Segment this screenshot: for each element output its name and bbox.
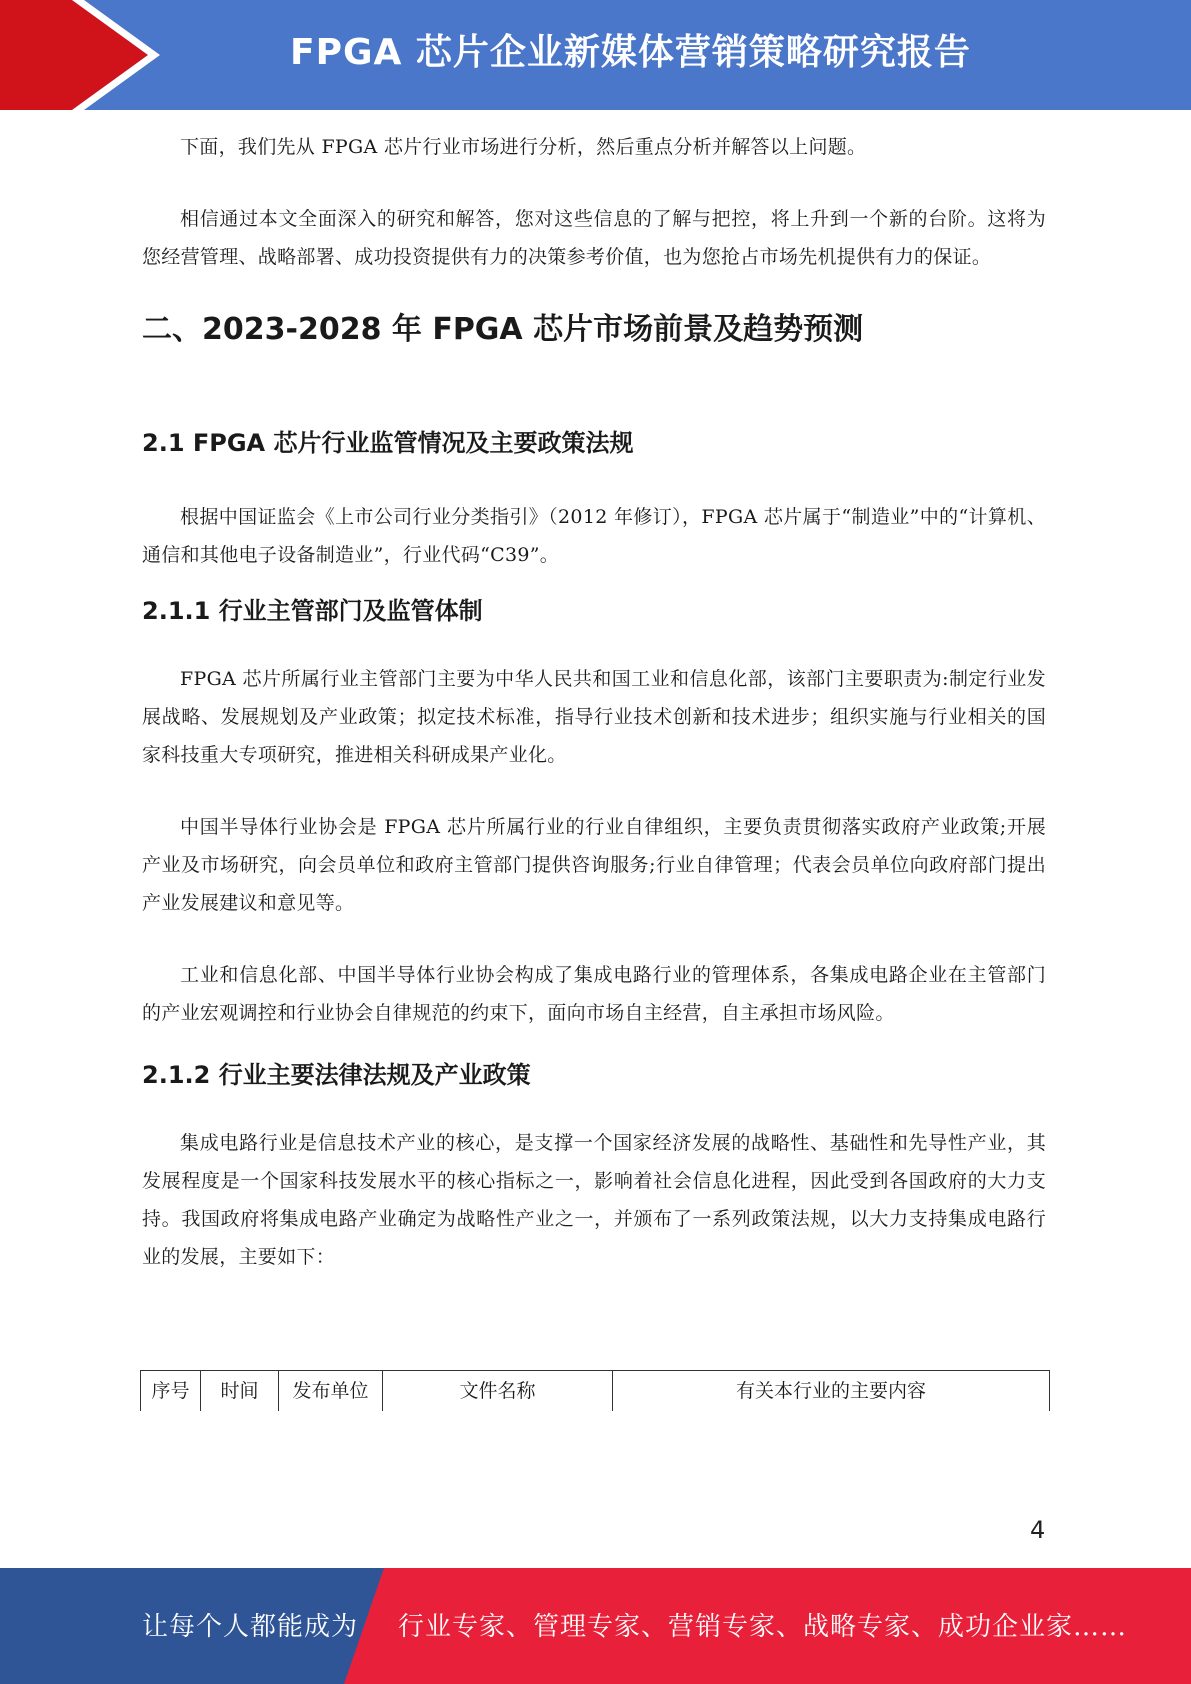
intro-paragraph-1: 下面，我们先从 FPGA 芯片行业市场进行分析，然后重点分析并解答以上问题。 <box>180 136 867 158</box>
report-title: FPGA 芯片企业新媒体营销策略研究报告 <box>290 32 971 73</box>
table-header-cell: 时间 <box>200 1371 278 1411</box>
table-header-cell: 文件名称 <box>382 1371 612 1411</box>
page-footer <box>0 1568 1191 1684</box>
document-body <box>142 128 1046 1310</box>
footer-slogan-right: 行业专家、管理专家、营销专家、战略专家、成功企业家…… <box>398 1612 1128 1642</box>
policy-table-header <box>140 1370 1050 1411</box>
paragraph-2-1-1-c: 工业和信息化部、中国半导体行业协会构成了集成电路行业的管理体系，各集成电路企业在主管部门的产业宏观调控和行业协会自律规范的约束下，面向市场自主经营，自主承担市场风险。 <box>142 964 1046 1024</box>
page-header <box>0 0 1191 110</box>
subsection-heading-2-1-1: 2.1.1 行业主管部门及监管体制 <box>142 597 483 625</box>
paragraph-2-1-2-a: 集成电路行业是信息技术产业的核心，是支撑一个国家经济发展的战略性、基础性和先导性产业，其发展程度是一个国家科技发展水平的核心指标之一，影响着社会信息化进程，因此受到各国政府的大力支持。我国政府将集成电路产业确定为战略性产业之一，并颁布了一系列政策法规，以大力支持集成电路行业的发展，主要如下： <box>142 1132 1046 1268</box>
table-header-cell: 发布单位 <box>278 1371 382 1411</box>
subsection-heading-2-1: 2.1 FPGA 芯片行业监管情况及主要政策法规 <box>142 429 634 457</box>
table-header-cell: 序号 <box>140 1371 200 1411</box>
paragraph-2-1-1-a: FPGA 芯片所属行业主管部门主要为中华人民共和国工业和信息化部，该部门主要职责为:制定行业发展战略、发展规划及产业政策；拟定技术标准，指导行业技术创新和技术进步；组织实施与行业相关的国家科技重大专项研究，推进相关科研成果产业化。 <box>142 668 1046 766</box>
intro-paragraph-2: 相信通过本文全面深入的研究和解答，您对这些信息的了解与把控，将上升到一个新的台阶。这将为您经营管理、战略部署、成功投资提供有力的决策参考价值，也为您抢占市场先机提供有力的保证。 <box>142 208 1046 268</box>
paragraph-2-1-1-b: 中国半导体行业协会是 FPGA 芯片所属行业的行业自律组织，主要负责贯彻落实政府产业政策;开展产业及市场研究，向会员单位和政府主管部门提供咨询服务;行业自律管理；代表会员单位向政府部门提出产业发展建议和意见等。 <box>142 816 1046 914</box>
paragraph-2-1: 根据中国证监会《上市公司行业分类指引》（2012 年修订），FPGA 芯片属于“制造业”中的“计算机、通信和其他电子设备制造业”，行业代码“C39”。 <box>142 506 1046 566</box>
page-number: 4 <box>1030 1516 1046 1544</box>
section-heading: 二、2023-2028 年 FPGA 芯片市场前景及趋势预测 <box>142 312 864 347</box>
subsection-heading-2-1-2: 2.1.2 行业主要法律法规及产业政策 <box>142 1061 531 1089</box>
table-header-cell: 有关本行业的主要内容 <box>612 1371 1050 1411</box>
footer-slogan-left: 让每个人都能成为 <box>142 1612 359 1642</box>
